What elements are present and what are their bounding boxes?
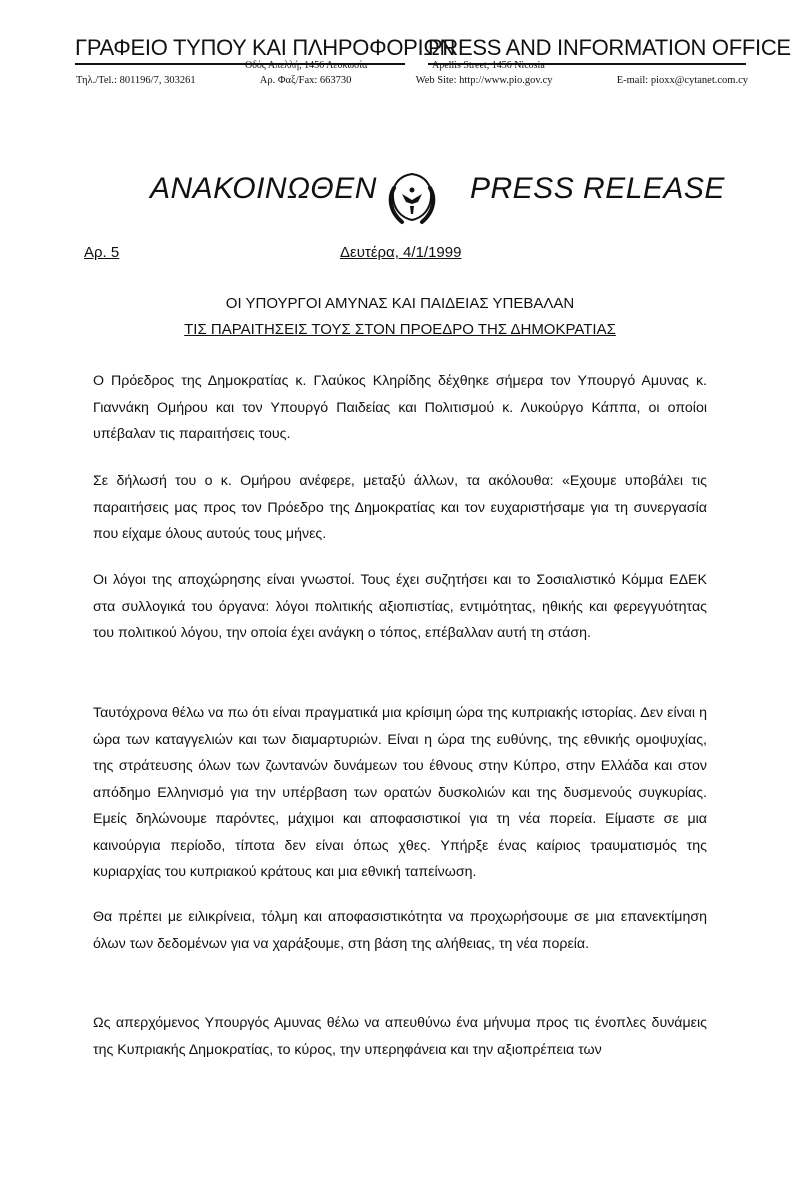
paragraph: Σε δήλωσή του ο κ. Ομήρου ανέφερε, μεταξύ άλλων, τα ακόλουθα: «Εχουμε υποβάλει τις παραιτήσεις μας προς τον Πρόεδρο της Δημοκρατίας και τον ευχαριστήσαμε για τη συνεργασία που είχαμε όλους αυτούς τους μήνες.: [93, 473, 707, 542]
press-release-label-english: PRESS RELEASE: [470, 172, 725, 205]
headline-line-2: ΤΙΣ ΠΑΡΑΙΤΗΣΕΙΣ ΤΟΥΣ ΣΤΟΝ ΠΡΟΕΔΡΟ ΤΗΣ ΔΗΜΟΚΡΑΤΙΑΣ: [184, 321, 616, 338]
email: E-mail: pioxx@cytanet.com.cy: [616, 75, 748, 86]
headline-line-1: ΟΙ ΥΠΟΥΡΓΟΙ ΑΜΥΝΑΣ ΚΑΙ ΠΑΙΔΕΙΑΣ ΥΠΕΒΑΛΑΝ: [225, 295, 575, 312]
paragraph: Οι λόγοι της αποχώρησης είναι γνωστοί. Τους έχει συζητήσει και το Σοσιαλιστικό Κόμμα ΕΔΕΚ στα συλλογικά του όργανα: λόγοι πολιτικής αξιοπιστίας, εντιμότητας, ηθικής και φερεγγυότητας του πολιτικού λόγου, την οποία έχει ανάγκη ο τόπος, επέβαλλαν αυτή τη στάση.: [93, 572, 707, 641]
release-date: Δευτέρα, 4/1/1999: [340, 244, 462, 261]
press-release-label-greek: ΑΝΑΚΟΙΝΩΘΕΝ: [150, 172, 377, 205]
address-greek: Οδός Απελλή, 1456 Λευκωσία: [245, 60, 368, 71]
paragraph: Ο Πρόεδρος της Δημοκρατίας κ. Γλαύκος Κληρίδης δέχθηκε σήμερα τον Υπουργό Αμυνας κ. Γιαννάκη Ομήρου και τον Υπουργό Παιδείας και Πολιτισμού κ. Λυκούργο Κάππα, οι οποίοι υπέβαλαν τις παραιτήσεις τους.: [93, 373, 707, 442]
contact-line: [76, 75, 748, 86]
address-english: Apellis Street, 1456 Nicosia: [432, 60, 545, 71]
paragraph: Ως απερχόμενος Υπουργός Αμυνας θέλω να απευθύνω ένα μήνυμα προς τις ένοπλες δυνάμεις της Κυπριακής Δημοκρατίας, το κύρος, την υπερηφάνεια και την αξιοπρέπεια των: [93, 1015, 707, 1058]
telephone: Τηλ./Tel.: 801196/7, 303261: [76, 75, 196, 86]
website: Web Site: http://www.pio.gov.cy: [415, 75, 553, 86]
office-name-greek: ΓΡΑΦΕΙΟ ΤΥΠΟΥ ΚΑΙ ΠΛΗΡΟΦΟΡΙΩΝ: [75, 35, 405, 65]
cyprus-coat-of-arms-icon: [380, 168, 444, 228]
paragraph: Ταυτόχρονα θέλω να πω ότι είναι πραγματικά μια κρίσιμη ώρα της κυπριακής ιστορίας. Δεν είναι η ώρα των καταγγελιών και των διαμαρτυριών. Είναι η ώρα της ευθύνης, της εθνικής ομοψυχίας, της στράτευσης όλων των ζωντανών δυνάμεων του έθνους στην Κύπρο, στην Ελλάδα και στον απόδημο Ελληνισμό για την υπέρβαση των ορατών δυσκολιών και της δυσμενούς συγκυρίας. Εμείς δηλώνουμε παρόντες, μάχιμοι και αποφασιστικοί για τη νέα πορεία. Είμαστε σε μια καινούργια περίοδο, τίποτα δεν είναι όπως χθες. Υπήρξε ένας καίριος τραυματισμός της κυριαρχίας του κυπριακού κράτους και μια εθνική ταπείνωση.: [93, 705, 707, 880]
release-number: Αρ. 5: [84, 244, 120, 261]
paragraph: Θα πρέπει με ειλικρίνεια, τόλμη και αποφασιστικότητα να προχωρήσουμε σε μια επανεκτίμηση όλων των δεδομένων για να χαράξουμε, στη βάση της αλήθειας, τη νέα πορεία.: [93, 909, 707, 952]
office-name-english: PRESS AND INFORMATION OFFICE: [428, 35, 746, 65]
fax: Αρ. Φαξ/Fax: 663730: [259, 75, 352, 86]
